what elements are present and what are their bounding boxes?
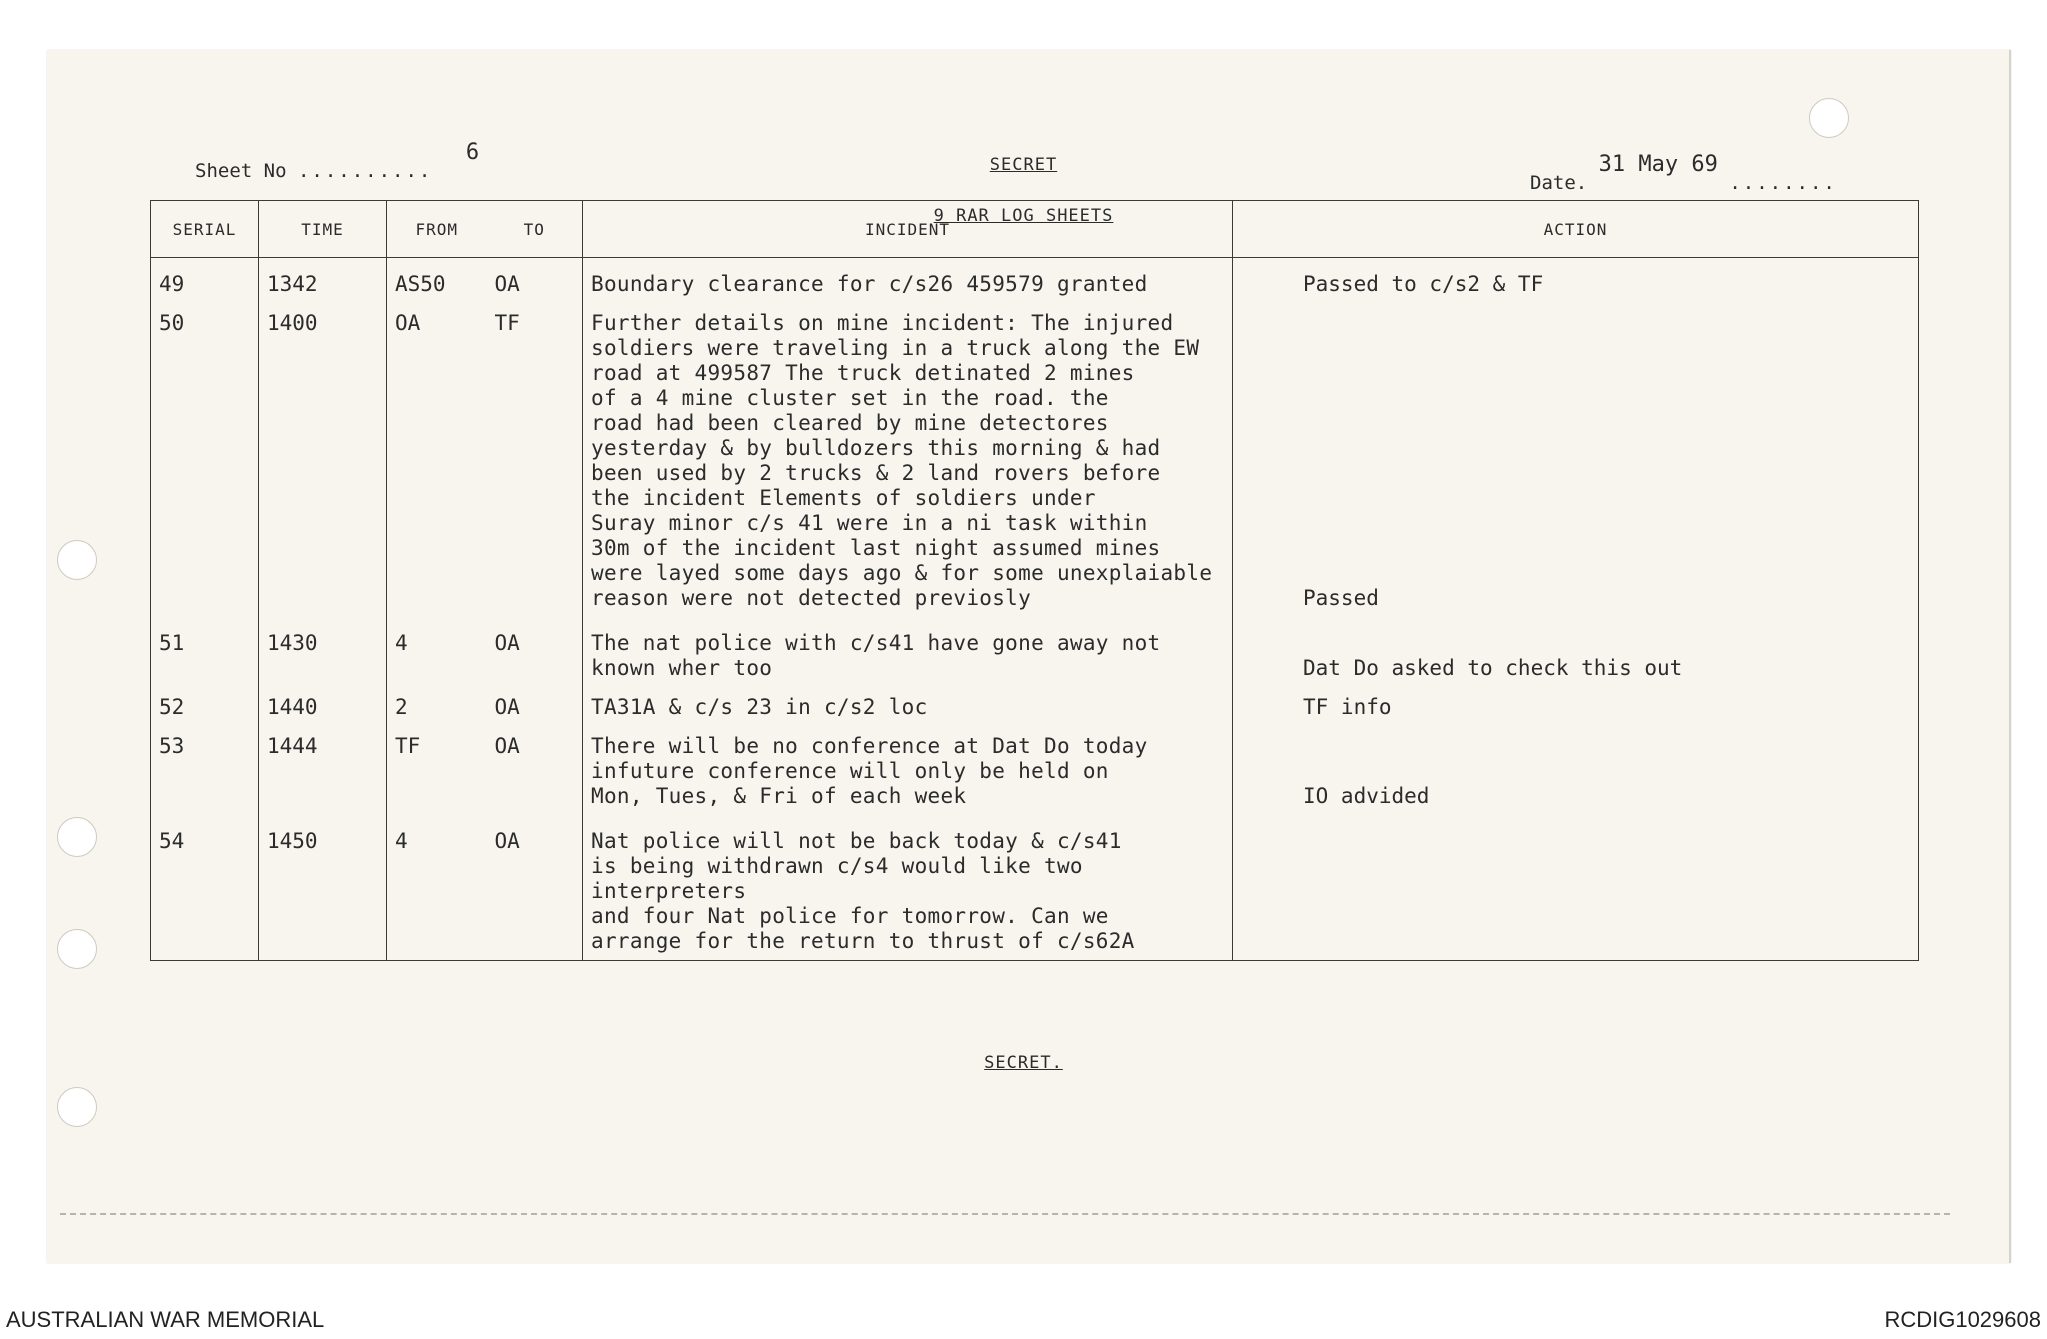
cell-from: TF xyxy=(387,726,487,815)
date-label: Date. xyxy=(1530,172,1588,194)
sheet-number-field: Sheet No .......... 6 xyxy=(195,140,480,182)
cell-time: 1430 xyxy=(259,617,387,687)
cell-serial: 54 xyxy=(151,815,259,961)
col-from: FROM xyxy=(387,201,487,258)
table-header-row xyxy=(151,201,1919,258)
table-row xyxy=(151,815,1919,961)
cell-incident: Boundary clearance for c/s26 459579 granted xyxy=(583,258,1233,304)
cell-time: 1450 xyxy=(259,815,387,961)
cell-incident: There will be no conference at Dat Do today infuture conference will only be held on Mon, Tues, & Fri of each week xyxy=(583,726,1233,815)
cell-time: 1400 xyxy=(259,303,387,617)
col-serial: SERIAL xyxy=(151,201,259,258)
cell-from: 4 xyxy=(387,815,487,961)
punch-hole xyxy=(57,929,97,969)
cell-to: OA xyxy=(487,258,583,304)
cell-to: OA xyxy=(487,687,583,726)
classification-footer: SECRET. xyxy=(984,1053,1063,1073)
cell-to: TF xyxy=(487,303,583,617)
punch-hole xyxy=(57,540,97,580)
punch-hole xyxy=(57,817,97,857)
punch-hole xyxy=(1809,98,1849,138)
cell-incident: The nat police with c/s41 have gone away not known wher too xyxy=(583,617,1233,687)
punch-hole xyxy=(57,1087,97,1127)
cell-serial: 49 xyxy=(151,258,259,304)
cell-action: TF info xyxy=(1233,687,1919,726)
cell-incident: TA31A & c/s 23 in c/s2 loc xyxy=(583,687,1233,726)
cell-action: Dat Do asked to check this out xyxy=(1233,617,1919,687)
date-value: 31 May 69 xyxy=(1598,152,1718,177)
credit-right: RCDIG1029608 xyxy=(1884,1307,2041,1332)
cell-from: 2 xyxy=(387,687,487,726)
sheet-number: 6 xyxy=(465,140,480,165)
cell-time: 1440 xyxy=(259,687,387,726)
cell-action: Passed to c/s2 & TF xyxy=(1233,258,1919,304)
cell-action: IO advided xyxy=(1233,726,1919,815)
cell-to: OA xyxy=(487,815,583,961)
date-field: Date. 31 May 69 ........ xyxy=(1530,152,1837,194)
col-to: TO xyxy=(487,201,583,258)
cell-incident: Nat police will not be back today & c/s41 is being withdrawn c/s4 would like two interpreters and four Nat police for tomorrow. Can we arrange for the return to thrust of c/s62A xyxy=(583,815,1233,961)
classification-header: SECRET xyxy=(989,155,1058,175)
table-row xyxy=(151,687,1919,726)
cell-from: OA xyxy=(387,303,487,617)
cell-action xyxy=(1233,815,1919,961)
cell-time: 1444 xyxy=(259,726,387,815)
cell-from: 4 xyxy=(387,617,487,687)
cell-to: OA xyxy=(487,726,583,815)
table-row xyxy=(151,258,1919,304)
col-time: TIME xyxy=(259,201,387,258)
cell-action: Passed xyxy=(1233,303,1919,617)
cell-serial: 50 xyxy=(151,303,259,617)
cell-incident: Further details on mine incident: The injured soldiers were traveling in a truck along the EW road at 499587 The truck detinated 2 mines of a 4 mine cluster set in the road. the road had been cleared by mine detectores yesterday & by bulldozers this morning & had been used by 2 trucks & 2 land rovers before the incident Elements of soldiers under Suray minor c/s 41 were in a ni task within 30m of the incident last night assumed mines were layed some days ago & for some unexplaiable reason were not detected previosly xyxy=(583,303,1233,617)
credit-left: AUSTRALIAN WAR MEMORIAL xyxy=(6,1307,325,1332)
log-table xyxy=(150,200,1919,961)
col-action: ACTION xyxy=(1233,201,1919,258)
table-row xyxy=(151,617,1919,687)
table-row xyxy=(151,303,1919,617)
bottom-rule xyxy=(60,1213,1950,1215)
cell-time: 1342 xyxy=(259,258,387,304)
cell-serial: 51 xyxy=(151,617,259,687)
cell-serial: 52 xyxy=(151,687,259,726)
document-title: 9 RAR LOG SHEETS xyxy=(933,206,1114,226)
table-row xyxy=(151,726,1919,815)
sheet-label: Sheet No xyxy=(195,160,287,182)
cell-to: OA xyxy=(487,617,583,687)
cell-serial: 53 xyxy=(151,726,259,815)
col-incident: INCIDENT xyxy=(583,201,1233,258)
cell-from: AS50 xyxy=(387,258,487,304)
